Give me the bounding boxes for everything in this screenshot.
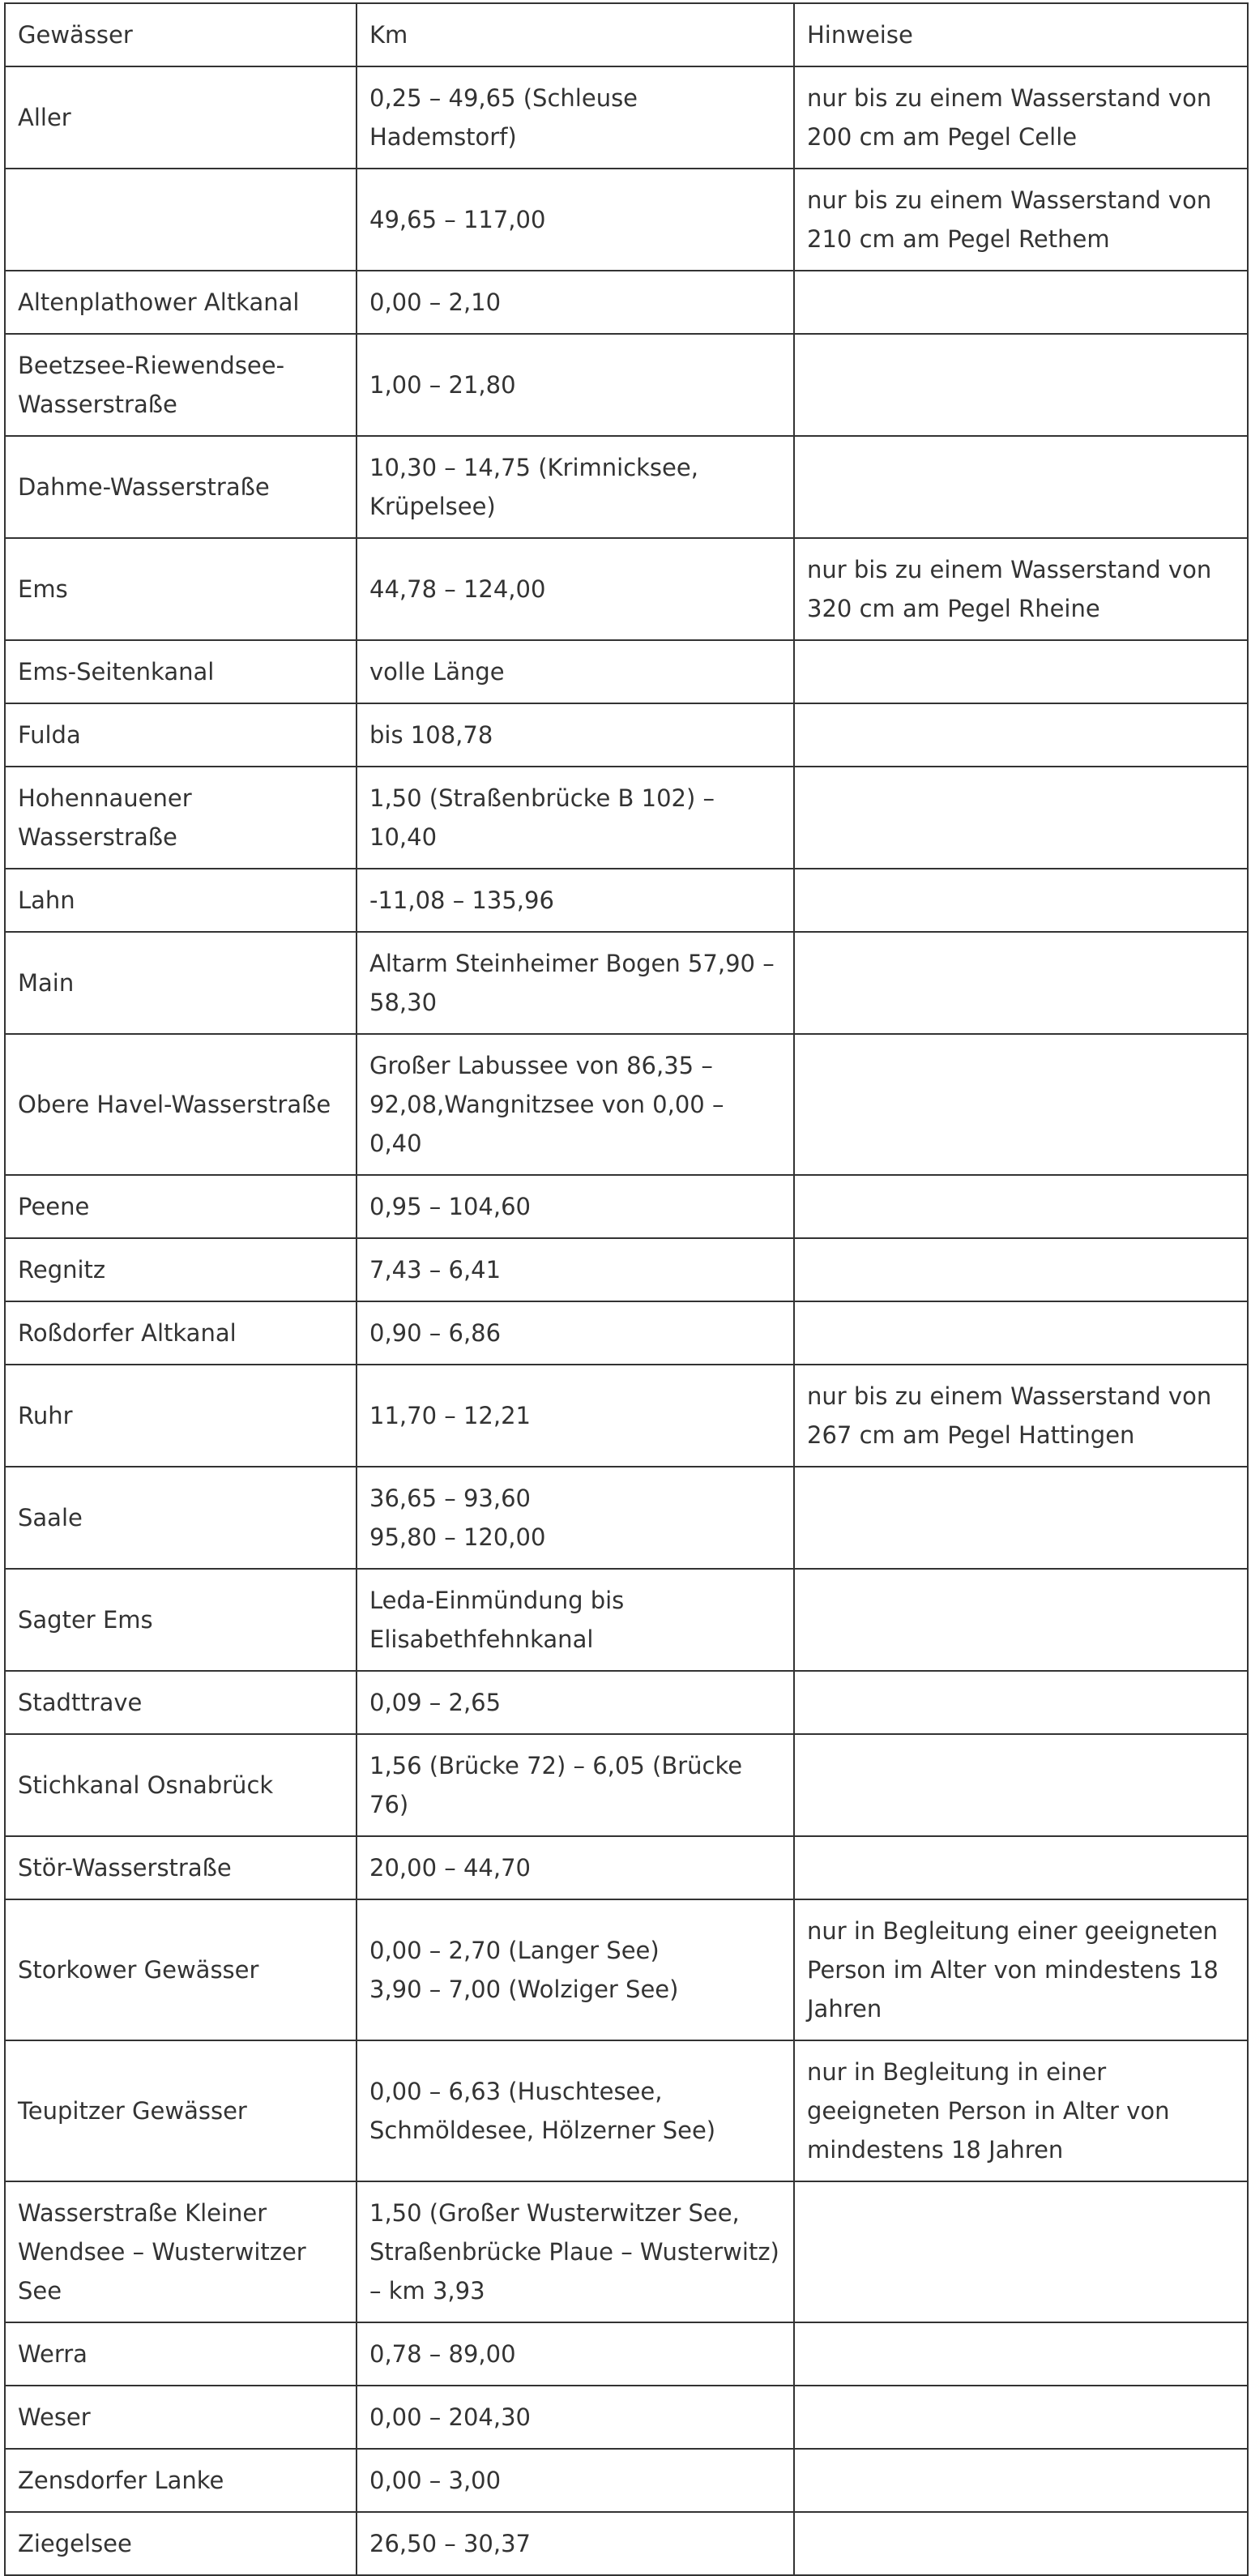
- cell-km: [357, 1467, 794, 1569]
- cell-gewaesser: Zensdorfer Lanke: [5, 2449, 357, 2512]
- cell-hinweise: [794, 271, 1248, 334]
- km-line: volle Länge: [369, 658, 505, 686]
- cell-hinweise: [794, 1034, 1248, 1175]
- cell-km: [357, 66, 794, 169]
- table-row: [5, 1899, 1248, 2040]
- cell-gewaesser: Ems-Seitenkanal: [5, 640, 357, 703]
- table-row: [5, 703, 1248, 767]
- cell-km: [357, 436, 794, 538]
- cell-gewaesser: Obere Havel-Wasserstraße: [5, 1034, 357, 1175]
- table-row: [5, 640, 1248, 703]
- table-row: [5, 767, 1248, 869]
- km-line: 0,78 – 89,00: [369, 2340, 516, 2368]
- cell-hinweise: [794, 1569, 1248, 1671]
- cell-gewaesser: Beetzsee-Riewendsee-Wasserstraße: [5, 334, 357, 436]
- table-row: [5, 538, 1248, 640]
- cell-km: [357, 703, 794, 767]
- cell-hinweise: [794, 2449, 1248, 2512]
- cell-km: [357, 1671, 794, 1734]
- km-line: 11,70 – 12,21: [369, 1402, 531, 1429]
- waterways-table: [4, 2, 1249, 2576]
- cell-km: [357, 2181, 794, 2322]
- km-line: 20,00 – 44,70: [369, 1854, 531, 1882]
- km-line: 0,25 – 49,65 (Schleuse Hademstorf): [369, 84, 638, 151]
- km-line: 10,30 – 14,75 (Krimnicksee, Krüpelsee): [369, 454, 698, 520]
- cell-hinweise: [794, 2386, 1248, 2449]
- cell-km: [357, 1836, 794, 1899]
- cell-km: [357, 169, 794, 271]
- cell-gewaesser: [5, 169, 357, 271]
- km-line: 1,50 (Straßenbrücke B 102) – 10,40: [369, 784, 715, 851]
- km-line: 0,00 – 204,30: [369, 2403, 531, 2431]
- cell-km: [357, 1365, 794, 1467]
- cell-km: [357, 1034, 794, 1175]
- cell-hinweise: [794, 1671, 1248, 1734]
- cell-km: [357, 932, 794, 1034]
- km-line: 1,56 (Brücke 72) – 6,05 (Brücke 76): [369, 1752, 743, 1818]
- cell-hinweise: [794, 2181, 1248, 2322]
- cell-km: [357, 767, 794, 869]
- cell-km: [357, 538, 794, 640]
- cell-hinweise: nur bis zu einem Wasserstand von 267 cm am Pegel Hattingen: [794, 1365, 1248, 1467]
- cell-gewaesser: Saale: [5, 1467, 357, 1569]
- km-line: 0,90 – 6,86: [369, 1319, 502, 1347]
- cell-gewaesser: Ziegelsee: [5, 2512, 357, 2575]
- km-line: 36,65 – 93,60: [369, 1485, 531, 1512]
- table-body: [5, 66, 1248, 2575]
- km-line: 7,43 – 6,41: [369, 1256, 502, 1284]
- km-line: bis 108,78: [369, 721, 493, 749]
- cell-hinweise: [794, 1836, 1248, 1899]
- cell-hinweise: [794, 767, 1248, 869]
- cell-hinweise: [794, 2512, 1248, 2575]
- cell-gewaesser: Wasserstraße Kleiner Wendsee – Wusterwitzer See: [5, 2181, 357, 2322]
- cell-hinweise: [794, 436, 1248, 538]
- table-row: [5, 1175, 1248, 1238]
- cell-km: [357, 869, 794, 932]
- cell-km: [357, 1175, 794, 1238]
- cell-gewaesser: Stichkanal Osnabrück: [5, 1734, 357, 1836]
- table-row: [5, 1569, 1248, 1671]
- header-gewaesser: Gewässer: [5, 3, 357, 66]
- table-wrapper: [4, 2, 1247, 2576]
- km-line: 49,65 – 117,00: [369, 206, 546, 233]
- table-row: [5, 1836, 1248, 1899]
- cell-km: [357, 1734, 794, 1836]
- km-line: 0,00 – 2,70 (Langer See): [369, 1937, 660, 1964]
- cell-gewaesser: Peene: [5, 1175, 357, 1238]
- table-row: [5, 169, 1248, 271]
- cell-km: [357, 1899, 794, 2040]
- cell-gewaesser: Ems: [5, 538, 357, 640]
- cell-hinweise: [794, 2322, 1248, 2386]
- km-line: Leda-Einmündung bis Elisabethfehnkanal: [369, 1587, 625, 1653]
- cell-km: [357, 334, 794, 436]
- cell-gewaesser: Ruhr: [5, 1365, 357, 1467]
- cell-gewaesser: Main: [5, 932, 357, 1034]
- cell-gewaesser: Werra: [5, 2322, 357, 2386]
- cell-hinweise: nur bis zu einem Wasserstand von 200 cm am Pegel Celle: [794, 66, 1248, 169]
- table-row: [5, 2181, 1248, 2322]
- cell-hinweise: nur in Begleitung in einer geeigneten Person in Alter von mindestens 18 Jahren: [794, 2040, 1248, 2181]
- cell-hinweise: [794, 932, 1248, 1034]
- table-row: [5, 2040, 1248, 2181]
- cell-gewaesser: Regnitz: [5, 1238, 357, 1301]
- table-header-row: [5, 3, 1248, 66]
- cell-km: [357, 2512, 794, 2575]
- cell-hinweise: [794, 1238, 1248, 1301]
- cell-km: [357, 1238, 794, 1301]
- cell-hinweise: [794, 640, 1248, 703]
- cell-km: [357, 2386, 794, 2449]
- cell-km: [357, 2040, 794, 2181]
- cell-km: [357, 271, 794, 334]
- km-line: -11,08 – 135,96: [369, 886, 554, 914]
- table-row: [5, 1365, 1248, 1467]
- table-row: [5, 2322, 1248, 2386]
- cell-gewaesser: Hohennauener Wasserstraße: [5, 767, 357, 869]
- table-row: [5, 436, 1248, 538]
- cell-km: [357, 2322, 794, 2386]
- cell-hinweise: [794, 1734, 1248, 1836]
- table-row: [5, 2449, 1248, 2512]
- km-line: Altarm Steinheimer Bogen 57,90 – 58,30: [369, 950, 775, 1016]
- km-line: 1,00 – 21,80: [369, 371, 516, 399]
- table-row: [5, 1034, 1248, 1175]
- km-line: 0,00 – 3,00: [369, 2467, 502, 2494]
- table-row: [5, 1671, 1248, 1734]
- table-row: [5, 66, 1248, 169]
- km-line: 3,90 – 7,00 (Wolziger See): [369, 1976, 679, 2003]
- cell-hinweise: [794, 703, 1248, 767]
- km-line: 44,78 – 124,00: [369, 575, 546, 603]
- cell-hinweise: [794, 1175, 1248, 1238]
- table-row: [5, 2386, 1248, 2449]
- table-row: [5, 1734, 1248, 1836]
- km-line: 1,50 (Großer Wusterwitzer See, Straßenbrücke Plaue – Wusterwitz) – km 3,93: [369, 2199, 779, 2305]
- cell-hinweise: [794, 1467, 1248, 1569]
- table-row: [5, 334, 1248, 436]
- cell-km: [357, 640, 794, 703]
- cell-gewaesser: Aller: [5, 66, 357, 169]
- table-row: [5, 869, 1248, 932]
- cell-hinweise: nur bis zu einem Wasserstand von 320 cm am Pegel Rheine: [794, 538, 1248, 640]
- table-row: [5, 2512, 1248, 2575]
- cell-gewaesser: Teupitzer Gewässer: [5, 2040, 357, 2181]
- table-row: [5, 1238, 1248, 1301]
- km-line: 26,50 – 30,37: [369, 2530, 531, 2557]
- cell-km: [357, 1301, 794, 1365]
- cell-km: [357, 2449, 794, 2512]
- header-hinweise: Hinweise: [794, 3, 1248, 66]
- km-line: Großer Labussee von 86,35 – 92,08,Wangnitzsee von 0,00 – 0,40: [369, 1052, 724, 1157]
- cell-gewaesser: Stadttrave: [5, 1671, 357, 1734]
- table-row: [5, 1301, 1248, 1365]
- cell-gewaesser: Lahn: [5, 869, 357, 932]
- km-line: 0,00 – 6,63 (Huschtesee, Schmöldesee, Hölzerner See): [369, 2078, 716, 2144]
- cell-hinweise: [794, 334, 1248, 436]
- header-km: Km: [357, 3, 794, 66]
- km-line: 0,95 – 104,60: [369, 1193, 531, 1220]
- km-line: 95,80 – 120,00: [369, 1523, 546, 1551]
- table-row: [5, 932, 1248, 1034]
- cell-gewaesser: Altenplathower Altkanal: [5, 271, 357, 334]
- cell-gewaesser: Stör-Wasserstraße: [5, 1836, 357, 1899]
- cell-gewaesser: Weser: [5, 2386, 357, 2449]
- table-row: [5, 1467, 1248, 1569]
- cell-gewaesser: Roßdorfer Altkanal: [5, 1301, 357, 1365]
- km-line: 0,00 – 2,10: [369, 288, 502, 316]
- cell-gewaesser: Storkower Gewässer: [5, 1899, 357, 2040]
- cell-hinweise: nur in Begleitung einer geeigneten Person im Alter von mindestens 18 Jahren: [794, 1899, 1248, 2040]
- cell-hinweise: [794, 869, 1248, 932]
- cell-hinweise: [794, 1301, 1248, 1365]
- cell-gewaesser: Fulda: [5, 703, 357, 767]
- cell-hinweise: nur bis zu einem Wasserstand von 210 cm am Pegel Rethem: [794, 169, 1248, 271]
- table-row: [5, 271, 1248, 334]
- km-line: 0,09 – 2,65: [369, 1689, 502, 1716]
- cell-km: [357, 1569, 794, 1671]
- cell-gewaesser: Dahme-Wasserstraße: [5, 436, 357, 538]
- cell-gewaesser: Sagter Ems: [5, 1569, 357, 1671]
